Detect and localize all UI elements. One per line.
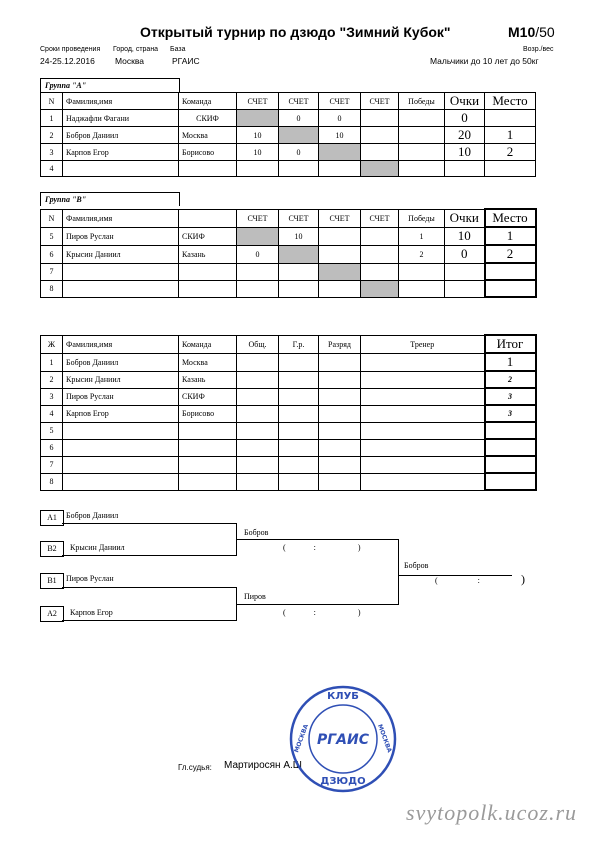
bracket-line bbox=[236, 604, 398, 605]
place bbox=[485, 263, 536, 280]
table-row bbox=[41, 263, 536, 280]
score-open: ( bbox=[283, 608, 286, 617]
athlete-name bbox=[63, 473, 179, 490]
final-winner: Бобров bbox=[404, 561, 429, 570]
rank-cell bbox=[319, 422, 361, 439]
score-cell: 10 bbox=[319, 127, 361, 144]
col-score-4: СЧЕТ bbox=[361, 93, 399, 110]
score-cell bbox=[237, 280, 279, 297]
athlete-name: Пиров Руслан bbox=[63, 388, 179, 405]
score-cell: 10 bbox=[237, 144, 279, 161]
group-a-table bbox=[40, 92, 536, 177]
coach-cell bbox=[361, 353, 485, 371]
table-row bbox=[41, 439, 536, 456]
score-cell bbox=[237, 263, 279, 280]
col-score-4: СЧЕТ bbox=[361, 209, 399, 227]
category-value: Мальчики до 10 лет до 50кг bbox=[430, 56, 539, 66]
score-cell: 0 bbox=[237, 245, 279, 263]
score-cell: 10 bbox=[237, 127, 279, 144]
city-value: Москва bbox=[115, 56, 145, 66]
coach-cell bbox=[361, 456, 485, 473]
semifinal-1-winner: Бобров bbox=[244, 528, 269, 537]
athlete-name: Карпов Егор bbox=[63, 144, 179, 161]
row-number: 3 bbox=[41, 388, 63, 405]
base-label: База bbox=[170, 46, 186, 53]
athlete-name: Крысин Даниил bbox=[63, 245, 179, 263]
team bbox=[179, 456, 237, 473]
row-number: 4 bbox=[41, 405, 63, 422]
table-row bbox=[41, 280, 536, 297]
row-number: 1 bbox=[41, 353, 63, 371]
points: 10 bbox=[445, 227, 485, 245]
athlete-name: Наджафли Фагани bbox=[63, 110, 179, 127]
score-cell bbox=[319, 280, 361, 297]
col-score-2: СЧЕТ bbox=[279, 93, 319, 110]
final-place bbox=[485, 422, 536, 439]
points: 0 bbox=[445, 245, 485, 263]
watermark: svytopolk.ucoz.ru bbox=[406, 800, 577, 825]
seed-name: Пиров Руслан bbox=[66, 574, 114, 583]
row-number: 4 bbox=[41, 161, 63, 177]
final-place bbox=[485, 473, 536, 490]
final-place: 3 bbox=[485, 388, 536, 405]
row-number: 1 bbox=[41, 110, 63, 127]
score-sep: : bbox=[313, 543, 316, 552]
score-cell-blocked bbox=[279, 245, 319, 263]
athlete-name: Бобров Даниил bbox=[63, 127, 179, 144]
rank-cell bbox=[319, 353, 361, 371]
col-n: N bbox=[41, 209, 63, 227]
rank-cell bbox=[319, 405, 361, 422]
rank-cell bbox=[319, 388, 361, 405]
row-number: 7 bbox=[41, 263, 63, 280]
dates-label: Сроки проведения bbox=[40, 46, 101, 53]
score-cell bbox=[279, 280, 319, 297]
birth-year-cell bbox=[279, 371, 319, 388]
score-sep: : bbox=[477, 576, 480, 585]
final-place: 3 bbox=[485, 405, 536, 422]
team: Борисово bbox=[179, 144, 237, 161]
score-close: ) bbox=[357, 543, 361, 552]
col-place: Место bbox=[485, 93, 536, 110]
birth-year-cell bbox=[279, 422, 319, 439]
score-open: ( bbox=[435, 576, 438, 585]
col-rank: Разряд bbox=[319, 335, 361, 353]
bracket-line bbox=[62, 587, 236, 588]
table-row bbox=[41, 127, 536, 144]
results-header-row bbox=[41, 335, 536, 353]
stamp-center-text: РГАИС bbox=[316, 732, 370, 748]
table-row bbox=[41, 144, 536, 161]
bracket-line bbox=[62, 523, 236, 524]
birth-year-cell bbox=[279, 473, 319, 490]
team: Казань bbox=[179, 371, 237, 388]
score-cell bbox=[361, 127, 399, 144]
col-score-2: СЧЕТ bbox=[279, 209, 319, 227]
coach-cell bbox=[361, 473, 485, 490]
final-place: 1 bbox=[485, 353, 536, 371]
table-row bbox=[41, 473, 536, 490]
birth-year-cell bbox=[279, 405, 319, 422]
col-team: Команда bbox=[179, 93, 237, 110]
final-score-close: ) bbox=[521, 572, 525, 586]
score-cell bbox=[361, 227, 399, 245]
score-cell: 10 bbox=[279, 227, 319, 245]
stamp-bottom-text: ДЗЮДО bbox=[320, 776, 366, 787]
table-row bbox=[41, 456, 536, 473]
bracket-line bbox=[62, 555, 236, 556]
score-cell: 0 bbox=[279, 144, 319, 161]
coach-cell bbox=[361, 405, 485, 422]
row-number: 6 bbox=[41, 439, 63, 456]
athlete-name bbox=[63, 439, 179, 456]
col-name: Фамилия,имя bbox=[63, 335, 179, 353]
col-n: N bbox=[41, 93, 63, 110]
rank-cell bbox=[319, 456, 361, 473]
team: СКИФ bbox=[179, 110, 237, 127]
semifinal-1-score bbox=[283, 543, 361, 552]
final-place bbox=[485, 456, 536, 473]
team: Казань bbox=[179, 245, 237, 263]
points: 0 bbox=[445, 110, 485, 127]
team: Москва bbox=[179, 127, 237, 144]
col-total: Итог bbox=[485, 335, 536, 353]
category-code bbox=[508, 24, 555, 40]
bracket-line bbox=[62, 620, 236, 621]
table-row bbox=[41, 353, 536, 371]
table-row bbox=[41, 245, 536, 263]
athlete-name bbox=[63, 280, 179, 297]
athlete-name bbox=[63, 263, 179, 280]
birth-year-cell bbox=[279, 456, 319, 473]
stamp-top-text: КЛУБ bbox=[327, 691, 359, 702]
group-b-header-row bbox=[41, 209, 536, 227]
points bbox=[445, 280, 485, 297]
athlete-name bbox=[63, 422, 179, 439]
col-points: Очки bbox=[445, 93, 485, 110]
points bbox=[445, 161, 485, 177]
score-cell: 0 bbox=[319, 110, 361, 127]
place bbox=[485, 161, 536, 177]
team bbox=[179, 161, 237, 177]
stamp-left-text: МОСКВА bbox=[293, 723, 310, 754]
col-points: Очки bbox=[445, 209, 485, 227]
table-row bbox=[41, 405, 536, 422]
team: Борисово bbox=[179, 405, 237, 422]
seed-code: А1 bbox=[40, 510, 64, 526]
wins bbox=[399, 127, 445, 144]
wins: 2 bbox=[399, 245, 445, 263]
athlete-name: Пиров Руслан bbox=[63, 227, 179, 245]
place: 2 bbox=[485, 245, 536, 263]
score-cell bbox=[361, 245, 399, 263]
coach-cell bbox=[361, 388, 485, 405]
seed-name: Карпов Егор bbox=[70, 608, 113, 617]
col-name: Фамилия,имя bbox=[63, 209, 179, 227]
athlete-name: Бобров Даниил bbox=[63, 353, 179, 371]
score-cell-blocked bbox=[237, 110, 279, 127]
athlete-name bbox=[63, 456, 179, 473]
col-wins: Победы bbox=[399, 93, 445, 110]
seed-name: Бобров Даниил bbox=[66, 511, 119, 520]
semifinal-2-winner: Пиров bbox=[244, 592, 266, 601]
col-score-1: СЧЕТ bbox=[237, 209, 279, 227]
group-a-title: Группа "А" bbox=[40, 78, 180, 92]
final-place bbox=[485, 439, 536, 456]
category-code-main: М10 bbox=[508, 24, 536, 40]
final-score bbox=[435, 576, 480, 585]
row-number: 2 bbox=[41, 371, 63, 388]
athlete-name bbox=[63, 161, 179, 177]
dates-value: 24-25.12.2016 bbox=[40, 56, 95, 66]
bracket-line bbox=[398, 539, 399, 605]
stamp-right-text: МОСКВА bbox=[376, 723, 393, 754]
col-n: Ж bbox=[41, 335, 63, 353]
group-b-table bbox=[40, 208, 537, 298]
score-close: ) bbox=[357, 608, 361, 617]
points bbox=[445, 263, 485, 280]
place: 1 bbox=[485, 127, 536, 144]
semifinal-2-score bbox=[283, 608, 361, 617]
score-cell bbox=[279, 161, 319, 177]
score-open: ( bbox=[283, 543, 286, 552]
rank-cell bbox=[319, 439, 361, 456]
col-coach: Тренер bbox=[361, 335, 485, 353]
row-number: 6 bbox=[41, 245, 63, 263]
row-number: 5 bbox=[41, 227, 63, 245]
table-row bbox=[41, 110, 536, 127]
overall-cell bbox=[237, 456, 279, 473]
row-number: 8 bbox=[41, 280, 63, 297]
score-cell bbox=[361, 263, 399, 280]
wins: 1 bbox=[399, 227, 445, 245]
row-number: 7 bbox=[41, 456, 63, 473]
row-number: 8 bbox=[41, 473, 63, 490]
coach-cell bbox=[361, 371, 485, 388]
wins bbox=[399, 280, 445, 297]
col-overall: Общ. bbox=[237, 335, 279, 353]
col-birth-year: Г.р. bbox=[279, 335, 319, 353]
team: СКИФ bbox=[179, 388, 237, 405]
score-cell-blocked bbox=[319, 263, 361, 280]
score-cell bbox=[319, 161, 361, 177]
score-cell-blocked bbox=[319, 144, 361, 161]
birth-year-cell bbox=[279, 439, 319, 456]
group-a-header-row bbox=[41, 93, 536, 110]
col-wins: Победы bbox=[399, 209, 445, 227]
team bbox=[179, 422, 237, 439]
wins bbox=[399, 110, 445, 127]
row-number: 2 bbox=[41, 127, 63, 144]
col-score-1: СЧЕТ bbox=[237, 93, 279, 110]
team bbox=[179, 280, 237, 297]
score-cell bbox=[319, 227, 361, 245]
place bbox=[485, 280, 536, 297]
rank-cell bbox=[319, 371, 361, 388]
col-name: Фамилия,имя bbox=[63, 93, 179, 110]
group-b-title: Группа "В" bbox=[40, 192, 180, 206]
score-cell bbox=[237, 161, 279, 177]
col-team bbox=[179, 209, 237, 227]
judge-name: Мартиросян А.Ш bbox=[224, 760, 302, 771]
athlete-name: Карпов Егор bbox=[63, 405, 179, 422]
seed-code: А2 bbox=[40, 606, 64, 622]
row-number: 5 bbox=[41, 422, 63, 439]
final-place: 2 bbox=[485, 371, 536, 388]
points: 10 bbox=[445, 144, 485, 161]
rank-cell bbox=[319, 473, 361, 490]
row-number: 3 bbox=[41, 144, 63, 161]
place bbox=[485, 110, 536, 127]
overall-cell bbox=[237, 405, 279, 422]
wins bbox=[399, 161, 445, 177]
city-label: Город, страна bbox=[113, 46, 159, 53]
table-row bbox=[41, 422, 536, 439]
col-score-3: СЧЕТ bbox=[319, 93, 361, 110]
wins bbox=[399, 144, 445, 161]
seed-code: В1 bbox=[40, 573, 64, 589]
overall-cell bbox=[237, 353, 279, 371]
place: 1 bbox=[485, 227, 536, 245]
score-cell-blocked bbox=[361, 280, 399, 297]
coach-cell bbox=[361, 422, 485, 439]
score-cell bbox=[279, 263, 319, 280]
age-weight-label: Возр./вес bbox=[523, 46, 554, 53]
col-score-3: СЧЕТ bbox=[319, 209, 361, 227]
team bbox=[179, 473, 237, 490]
table-row bbox=[41, 161, 536, 177]
team bbox=[179, 263, 237, 280]
score-cell-blocked bbox=[237, 227, 279, 245]
table-row bbox=[41, 371, 536, 388]
club-stamp bbox=[288, 684, 398, 794]
score-sep: : bbox=[313, 608, 316, 617]
team bbox=[179, 439, 237, 456]
base-value: РГАИС bbox=[172, 56, 200, 66]
wins bbox=[399, 263, 445, 280]
overall-cell bbox=[237, 371, 279, 388]
overall-cell bbox=[237, 473, 279, 490]
birth-year-cell bbox=[279, 353, 319, 371]
score-cell-blocked bbox=[361, 161, 399, 177]
score-cell bbox=[361, 144, 399, 161]
seed-code: В2 bbox=[40, 541, 64, 557]
team: Москва bbox=[179, 353, 237, 371]
coach-cell bbox=[361, 439, 485, 456]
col-place: Место bbox=[485, 209, 536, 227]
page-title: Открытый турнир по дзюдо "Зимний Кубок" bbox=[140, 24, 451, 40]
place: 2 bbox=[485, 144, 536, 161]
bracket-line bbox=[236, 539, 398, 540]
overall-cell bbox=[237, 422, 279, 439]
category-code-rest: /50 bbox=[535, 24, 555, 40]
table-row bbox=[41, 227, 536, 245]
overall-cell bbox=[237, 439, 279, 456]
overall-cell bbox=[237, 388, 279, 405]
score-cell: 0 bbox=[279, 110, 319, 127]
score-cell-blocked bbox=[279, 127, 319, 144]
judge-label: Гл.судья: bbox=[178, 763, 212, 772]
score-cell bbox=[319, 245, 361, 263]
col-team: Команда bbox=[179, 335, 237, 353]
seed-name: Крысин Даниил bbox=[70, 543, 125, 552]
points: 20 bbox=[445, 127, 485, 144]
results-table bbox=[40, 334, 537, 491]
table-row bbox=[41, 388, 536, 405]
score-cell bbox=[361, 110, 399, 127]
birth-year-cell bbox=[279, 388, 319, 405]
team: СКИФ bbox=[179, 227, 237, 245]
athlete-name: Крысин Даниил bbox=[63, 371, 179, 388]
